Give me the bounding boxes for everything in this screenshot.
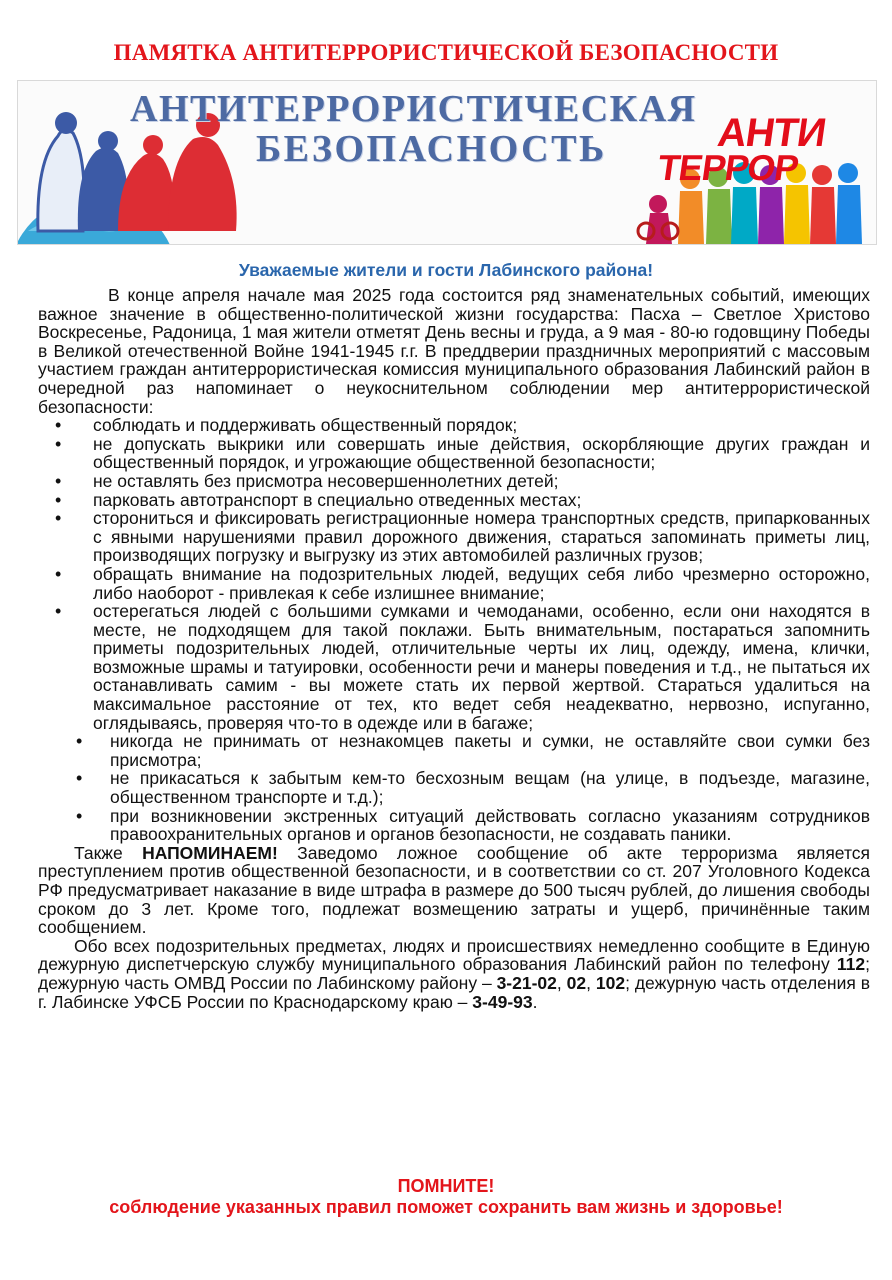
memo-body <box>38 286 870 1011</box>
contacts-separator: , <box>586 972 592 993</box>
rule-item: • соблюдать и поддерживать общественный порядок; <box>38 416 870 435</box>
banner-title-line1: АНТИТЕРРОРИСТИЧЕСКАЯ <box>130 88 697 130</box>
rules-list <box>38 416 870 732</box>
rule-item: • не оставлять без присмотра несовершеннолетних детей; <box>38 472 870 491</box>
greeting-heading: Уважаемые жители и гости Лабинского района! <box>238 260 654 280</box>
phone-02: 02 <box>566 972 587 993</box>
reminder-text: Заведомо ложное сообщение об акте терроризма является преступлением против общественной безопасности, и в соответствии со ст. 207 Уголовного Кодекса РФ предусматривает наказание в виде штрафа в размере до 500 тысяч рублей, до лишения свободы сроком до 3 лет. Кроме того, подлежат возмещению затраты и ущерб, причинённые таким сообщением. <box>38 842 870 938</box>
sub-rule-item: • при возникновении экстренных ситуаций действовать согласно указаниям сотрудников правоохранительных органов и органов безопасности, не создавать паники. <box>38 807 870 844</box>
rule-item: • сторониться и фиксировать регистрационные номера транспортных средств, припаркованных с явными нарушениями правил дорожного движения, стараться запоминать приметы лиц, производящих погрузку и выгрузку из этих автомобилей различных грузов; <box>38 509 870 565</box>
contacts-paragraph <box>38 937 870 1011</box>
rule-item: • не допускать выкрики или совершать иные действия, оскорбляющие других граждан и общественный порядок, и угрожающие общественной безопасности; <box>38 435 870 472</box>
contacts-text-3: ; дежурную часть отделения в г. Лабинске УФСБ России по Краснодарскому краю – <box>38 972 870 1012</box>
page-title: ПАМЯТКА АНТИТЕРРОРИСТИЧЕСКОЙ БЕЗОПАСНОСТИ <box>113 40 779 65</box>
phone-102: 102 <box>595 972 626 993</box>
banner-image <box>17 80 877 245</box>
anti-terror-logo-bottom: ТЕРРОР <box>655 147 801 188</box>
phone-fsb: 3-49-93 <box>472 991 533 1012</box>
rule-item: • остерегаться людей с большими сумками и чемоданами, особенно, если они находятся в месте, не подходящем для такой поклажи. Быть внимательным, постараться запомнить приметы подозрительных людей, отличительные черты их лиц, одежду, имена, клички, возможные шрамы и татуировки, особенности речи и манеры поведения и т.д., не пытаться их останавливать самим - вы можете стать их первой жертвой. Стараться удалиться на максимальное расстояние от тех, кто ведет себя неадекватно, нервозно, испуганно, оглядываясь, проверяя что-то в одежде или в багаже; <box>38 602 870 732</box>
intro-paragraph: В конце апреля начале мая 2025 года состоится ряд знаменательных событий, имеющих важное значение в общественно-политической жизни государства: Пасха – Светлое Христово Воскресенье, Радоница, 1 мая жители отметят День весны и груда, а 9 мая - 80-ю годовщину Победы в Великой отечественной Войне 1941-1945 г.г. В преддверии праздничных мероприятий с массовым участием граждан антитеррористическая комиссия муниципального образования Лабинский район в очередной раз напоминает о неукоснительном соблюдении мер антитеррористической безопасности: <box>38 285 870 417</box>
sub-rules-list <box>38 732 870 844</box>
contacts-text-2: ; дежурную часть ОМВД России по Лабинскому району – <box>38 954 870 993</box>
rule-item: • обращать внимание на подозрительных людей, ведущих себя либо чрезмерно осторожно, либо наоборот - привлекая к себе излишнее внимание; <box>38 565 870 602</box>
reminder-emphasis: НАПОМИНАЕМ! <box>142 842 278 863</box>
reminder-lead: Также <box>74 842 123 863</box>
contacts-end: . <box>532 991 538 1012</box>
sub-rule-item: • никогда не принимать от незнакомцев пакеты и сумки, не оставляйте свои сумки без присмотра; <box>38 732 870 769</box>
phone-edds: 112 <box>836 954 866 975</box>
remember-heading: ПОМНИТЕ! <box>397 1176 495 1196</box>
contacts-separator: , <box>556 972 562 993</box>
anti-terror-logo-top: АНТИ <box>714 111 829 155</box>
sub-rule-item: • не прикасаться к забытым кем-то бесхозным вещам (на улице, в подъезде, магазине, общественном транспорте и т.д.); <box>38 769 870 806</box>
banner-title-line2: БЕЗОПАСНОСТЬ <box>256 128 607 170</box>
remember-text: соблюдение указанных правил поможет сохранить вам жизнь и здоровье! <box>109 1197 783 1217</box>
rule-item: • парковать автотранспорт в специально отведенных местах; <box>38 491 870 510</box>
reminder-paragraph <box>38 844 870 937</box>
phone-omvd: 3-21-02 <box>496 972 557 993</box>
contacts-text-1: Обо всех подозрительных предметах, людях и происшествиях немедленно сообщите в Единую дежурную диспетчерскую службу муниципального образования Лабинский район по телефону <box>38 935 870 975</box>
